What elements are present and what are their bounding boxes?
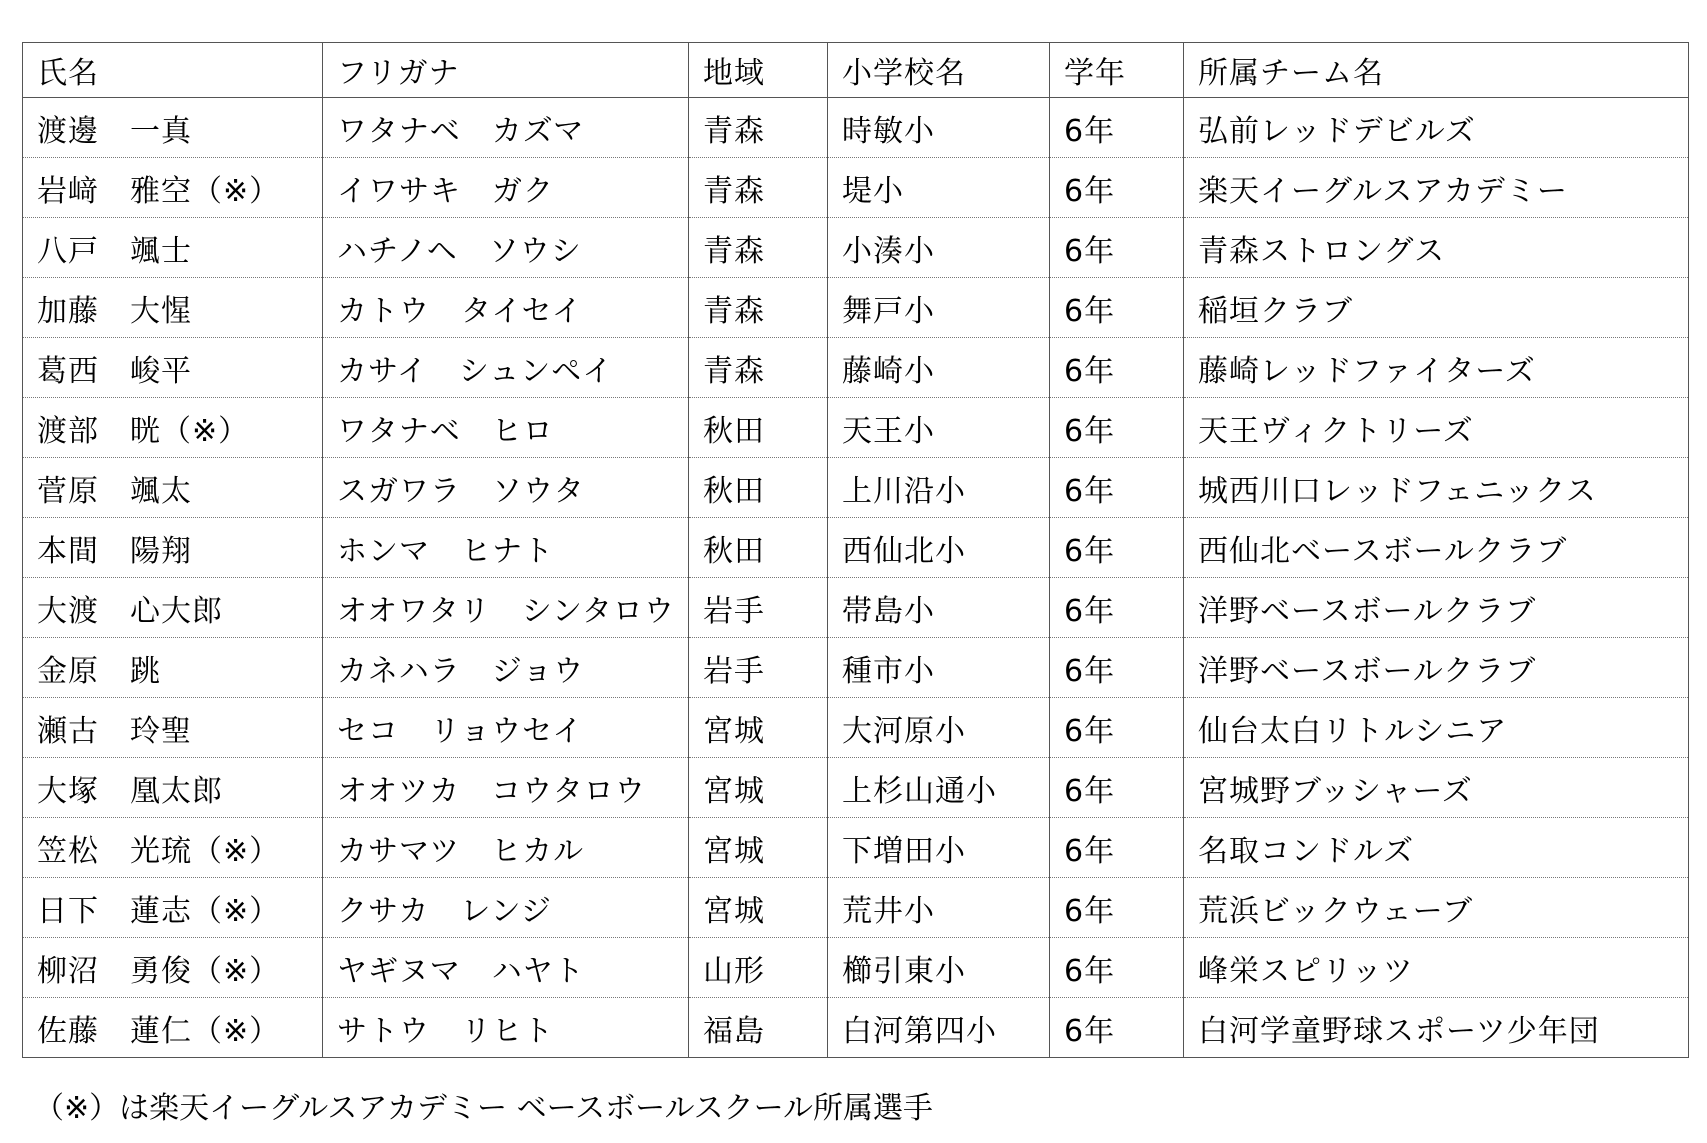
cell-team: 楽天イーグルスアカデミー: [1184, 158, 1689, 218]
cell-school: 時敏小: [828, 98, 1050, 158]
table-row: [23, 638, 1689, 698]
cell-region: 青森: [689, 218, 828, 278]
cell-name: 柳沼 勇俊（※）: [23, 938, 323, 998]
cell-team: 荒浜ビックウェーブ: [1184, 878, 1689, 938]
footnote: （※）は楽天イーグルスアカデミー ベースボールスクール所属選手: [34, 1091, 933, 1126]
cell-furigana: カトウ タイセイ: [323, 278, 689, 338]
cell-region: 秋田: [689, 398, 828, 458]
table-row: [23, 758, 1689, 818]
cell-school: 堤小: [828, 158, 1050, 218]
cell-region: 青森: [689, 158, 828, 218]
cell-region: 青森: [689, 338, 828, 398]
cell-name: 笠松 光琉（※）: [23, 818, 323, 878]
cell-name: 瀬古 玲聖: [23, 698, 323, 758]
cell-team: 峰栄スピリッツ: [1184, 938, 1689, 998]
cell-school: 上川沿小: [828, 458, 1050, 518]
cell-region: 宮城: [689, 758, 828, 818]
cell-region: 岩手: [689, 638, 828, 698]
table-row: [23, 278, 1689, 338]
cell-team: 名取コンドルズ: [1184, 818, 1689, 878]
cell-school: 藤崎小: [828, 338, 1050, 398]
cell-team: 青森ストロングス: [1184, 218, 1689, 278]
table-row: [23, 578, 1689, 638]
cell-furigana: カネハラ ジョウ: [323, 638, 689, 698]
table-row: [23, 518, 1689, 578]
cell-furigana: オオツカ コウタロウ: [323, 758, 689, 818]
cell-furigana: イワサキ ガク: [323, 158, 689, 218]
cell-grade: 6年: [1050, 458, 1184, 518]
cell-region: 秋田: [689, 518, 828, 578]
cell-furigana: サトウ リヒト: [323, 998, 689, 1058]
header-region: 地域: [689, 43, 828, 98]
header-school: 小学校名: [828, 43, 1050, 98]
cell-school: 帯島小: [828, 578, 1050, 638]
cell-team: 稲垣クラブ: [1184, 278, 1689, 338]
cell-furigana: スガワラ ソウタ: [323, 458, 689, 518]
table-header-row: [23, 43, 1689, 98]
table-row: [23, 818, 1689, 878]
table-row: [23, 338, 1689, 398]
cell-team: 洋野ベースボールクラブ: [1184, 578, 1689, 638]
cell-furigana: セコ リョウセイ: [323, 698, 689, 758]
roster-table: [22, 42, 1689, 1058]
cell-grade: 6年: [1050, 698, 1184, 758]
cell-name: 本間 陽翔: [23, 518, 323, 578]
cell-name: 加藤 大惺: [23, 278, 323, 338]
table-row: [23, 998, 1689, 1058]
cell-furigana: ヤギヌマ ハヤト: [323, 938, 689, 998]
cell-grade: 6年: [1050, 98, 1184, 158]
cell-furigana: ハチノヘ ソウシ: [323, 218, 689, 278]
cell-furigana: ワタナベ ヒロ: [323, 398, 689, 458]
table-row: [23, 878, 1689, 938]
cell-school: 舞戸小: [828, 278, 1050, 338]
cell-grade: 6年: [1050, 998, 1184, 1058]
cell-team: 洋野ベースボールクラブ: [1184, 638, 1689, 698]
cell-name: 渡部 晄（※）: [23, 398, 323, 458]
table-row: [23, 218, 1689, 278]
cell-region: 福島: [689, 998, 828, 1058]
cell-furigana: カサイ シュンペイ: [323, 338, 689, 398]
cell-school: 大河原小: [828, 698, 1050, 758]
table-row: [23, 398, 1689, 458]
cell-grade: 6年: [1050, 938, 1184, 998]
cell-furigana: カサマツ ヒカル: [323, 818, 689, 878]
cell-team: 白河学童野球スポーツ少年団: [1184, 998, 1689, 1058]
cell-furigana: クサカ レンジ: [323, 878, 689, 938]
cell-furigana: ホンマ ヒナト: [323, 518, 689, 578]
cell-school: 西仙北小: [828, 518, 1050, 578]
table-row: [23, 98, 1689, 158]
table-body: [23, 98, 1689, 1058]
cell-name: 八戸 颯士: [23, 218, 323, 278]
cell-region: 青森: [689, 98, 828, 158]
cell-grade: 6年: [1050, 278, 1184, 338]
cell-grade: 6年: [1050, 338, 1184, 398]
cell-grade: 6年: [1050, 878, 1184, 938]
cell-name: 渡邊 一真: [23, 98, 323, 158]
cell-region: 岩手: [689, 578, 828, 638]
cell-region: 宮城: [689, 878, 828, 938]
table-row: [23, 458, 1689, 518]
cell-team: 弘前レッドデビルズ: [1184, 98, 1689, 158]
cell-region: 宮城: [689, 698, 828, 758]
cell-grade: 6年: [1050, 218, 1184, 278]
cell-school: 荒井小: [828, 878, 1050, 938]
cell-team: 天王ヴィクトリーズ: [1184, 398, 1689, 458]
cell-school: 櫛引東小: [828, 938, 1050, 998]
cell-region: 青森: [689, 278, 828, 338]
cell-grade: 6年: [1050, 158, 1184, 218]
header-furigana: フリガナ: [323, 43, 689, 98]
cell-furigana: ワタナベ カズマ: [323, 98, 689, 158]
cell-team: 西仙北ベースボールクラブ: [1184, 518, 1689, 578]
cell-name: 日下 蓮志（※）: [23, 878, 323, 938]
cell-grade: 6年: [1050, 758, 1184, 818]
cell-grade: 6年: [1050, 518, 1184, 578]
cell-school: 種市小: [828, 638, 1050, 698]
header-name: 氏名: [23, 43, 323, 98]
table-row: [23, 158, 1689, 218]
cell-name: 大塚 凰太郎: [23, 758, 323, 818]
cell-region: 山形: [689, 938, 828, 998]
cell-grade: 6年: [1050, 398, 1184, 458]
cell-grade: 6年: [1050, 638, 1184, 698]
cell-name: 菅原 颯太: [23, 458, 323, 518]
cell-name: 岩﨑 雅空（※）: [23, 158, 323, 218]
cell-grade: 6年: [1050, 578, 1184, 638]
cell-furigana: オオワタリ シンタロウ: [323, 578, 689, 638]
cell-school: 白河第四小: [828, 998, 1050, 1058]
cell-name: 大渡 心大郎: [23, 578, 323, 638]
cell-region: 秋田: [689, 458, 828, 518]
cell-school: 下増田小: [828, 818, 1050, 878]
cell-team: 仙台太白リトルシニア: [1184, 698, 1689, 758]
cell-school: 天王小: [828, 398, 1050, 458]
header-grade: 学年: [1050, 43, 1184, 98]
header-team: 所属チーム名: [1184, 43, 1689, 98]
cell-region: 宮城: [689, 818, 828, 878]
cell-school: 上杉山通小: [828, 758, 1050, 818]
cell-grade: 6年: [1050, 818, 1184, 878]
cell-school: 小湊小: [828, 218, 1050, 278]
cell-name: 佐藤 蓮仁（※）: [23, 998, 323, 1058]
cell-team: 城西川口レッドフェニックス: [1184, 458, 1689, 518]
cell-name: 葛西 峻平: [23, 338, 323, 398]
cell-team: 宮城野ブッシャーズ: [1184, 758, 1689, 818]
cell-name: 金原 跳: [23, 638, 323, 698]
table-row: [23, 698, 1689, 758]
cell-team: 藤崎レッドファイターズ: [1184, 338, 1689, 398]
table-row: [23, 938, 1689, 998]
